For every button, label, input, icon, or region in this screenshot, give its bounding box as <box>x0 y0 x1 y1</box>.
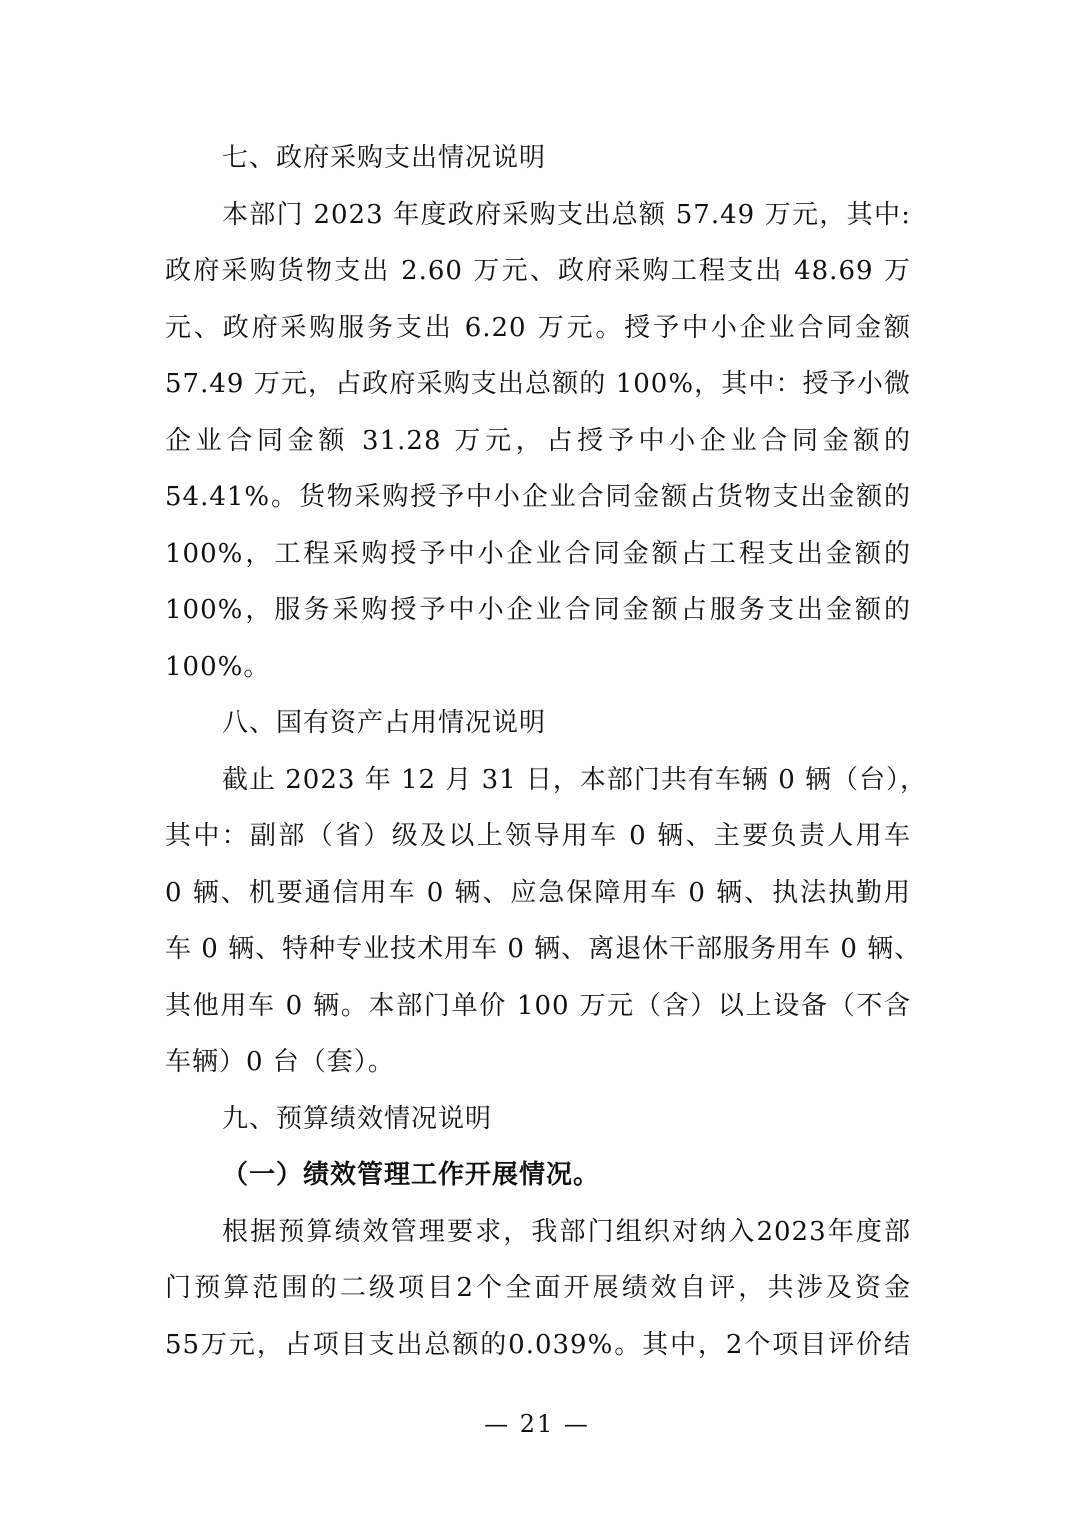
document-body <box>165 138 927 1381</box>
paragraph-line: 车 0 辆、特种专业技术用车 0 辆、离退休干部服务用车 0 辆、 <box>165 934 922 964</box>
paragraph-line: 100%。 <box>165 651 271 682</box>
paragraph-line: 企业合同金额 31.28 万元，占授予中小企业合同金额的 <box>165 425 911 456</box>
paragraph-line: 57.49 万元，占政府采购支出总额的 100%，其中：授予小微 <box>165 369 911 399</box>
paragraph-line: 其中：副部（省）级及以上领导用车 0 辆、主要负责人用车 <box>165 821 911 851</box>
paragraph-line: 100%，服务采购授予中小企业合同金额占服务支出金额的 <box>165 595 911 625</box>
paragraph-line: 100%，工程采购授予中小企业合同金额占工程支出金额的 <box>165 538 911 569</box>
section-heading: 八、国有资产占用情况说明 <box>222 708 547 738</box>
paragraph-line: 54.41%。货物采购授予中小企业合同金额占货物支出金额的 <box>165 482 911 512</box>
paragraph-line: 元、政府采购服务支出 6.20 万元。授予中小企业合同金额 <box>165 312 911 343</box>
paragraph-line: 车辆）0 台（套）。 <box>165 1047 395 1077</box>
paragraph-line: 门预算范围的二级项目2个全面开展绩效自评，共涉及资金 <box>165 1273 911 1303</box>
paragraph-line: 55万元，占项目支出总额的0.039%。其中，2个项目评价结 <box>165 1329 911 1360</box>
paragraph-line: 0 辆、机要通信用车 0 辆、应急保障用车 0 辆、执法执勤用 <box>165 877 911 908</box>
paragraph-line: 根据预算绩效管理要求，我部门组织对纳入2023年度部 <box>222 1216 911 1247</box>
paragraph-line: 其他用车 0 辆。本部门单价 100 万元（含）以上设备（不含 <box>165 990 911 1021</box>
subsection-heading: （一）绩效管理工作开展情况。 <box>222 1160 601 1190</box>
section-heading: 九、预算绩效情况说明 <box>222 1103 493 1134</box>
paragraph-line: 政府采购货物支出 2.60 万元、政府采购工程支出 48.69 万 <box>165 256 911 286</box>
page-number: — 21 — <box>484 1410 590 1438</box>
section-heading: 七、政府采购支出情况说明 <box>222 143 547 173</box>
paragraph-line: 本部门 2023 年度政府采购支出总额 57.49 万元，其中: <box>222 199 911 230</box>
paragraph-line: 截止 2023 年 12 月 31 日，本部门共有车辆 0 辆（台）， <box>222 764 927 795</box>
